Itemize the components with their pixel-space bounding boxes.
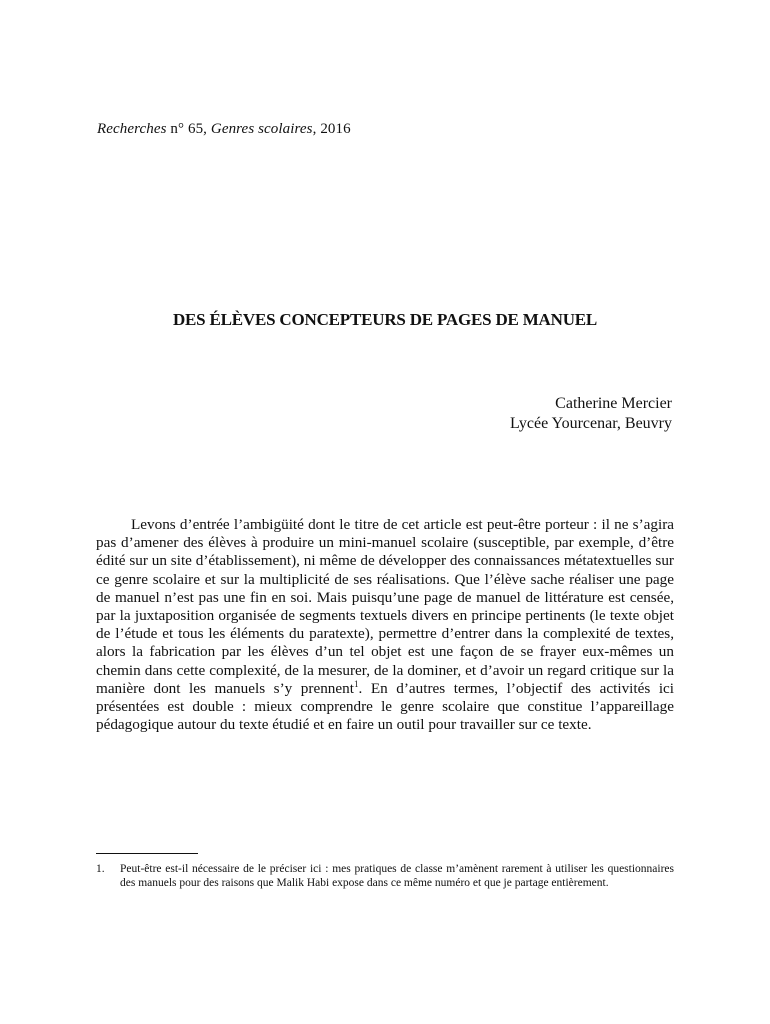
author-name: Catherine Mercier	[555, 395, 672, 412]
running-header	[97, 121, 351, 138]
article-title: DES ÉLÈVES CONCEPTEURS DE PAGES DE MANUEL	[172, 310, 598, 329]
journal-name: Recherches	[97, 121, 167, 137]
footnote-text: Peut-être est-il nécessaire de le préciser ici : mes pratiques de classe m’amènent rarement à utiliser les questionnaires des manuels pour des raisons que Malik Habi expose dans ce même numéro et que je partage entièrement.	[120, 863, 674, 889]
body-text-part-1: Levons d’entrée l’ambigüité dont le titre de cet article est peut-être porteur : il ne s’agira pas d’amener des élèves à produire un mini-manuel scolaire (susceptible, par exemple, d’être édité sur un site d’établissement), ni même de développer des connaissances métatextuelles sur ce genre scolaire et sur la multiplicité de ses réalisations. Que l’élève sache réaliser une page de manuel n’est pas une fin en soi. Mais puisqu’une page de manuel de littérature est censée, par la juxtaposition organisée de segments textuels divers en principe pertinents (le texte objet de l’étude et tous les éléments du paratexte), permettre d’entrer dans la complexité de textes, alors la fabrication par les élèves d’un tel objet est une façon de se frayer eux-mêmes un chemin dans cette complexité, de la mesurer, de la dominer, et d’avoir un regard critique sur la manière dont les manuels s’y prennent	[96, 516, 674, 697]
footnote-divider	[96, 853, 198, 854]
footnote-number: 1.	[96, 863, 105, 875]
issue-number: n° 65,	[166, 121, 211, 137]
author-block	[510, 394, 672, 434]
issue-theme: Genres scolaires	[210, 121, 313, 137]
body-text-part-2: . En d’autres termes, l’objectif des activités ici présentées est double : mieux comprendre le genre scolaire que constitue l’appareillage pédagogique autour du texte étudié et en faire un outil pour travailler sur ce texte.	[96, 679, 675, 734]
footnote	[96, 862, 674, 890]
author-affiliation: Lycée Yourcenar, Beuvry	[510, 415, 672, 432]
footnote-reference[interactable]: 1	[353, 678, 359, 689]
issue-year: , 2016	[312, 121, 351, 137]
body-paragraph	[96, 516, 674, 734]
